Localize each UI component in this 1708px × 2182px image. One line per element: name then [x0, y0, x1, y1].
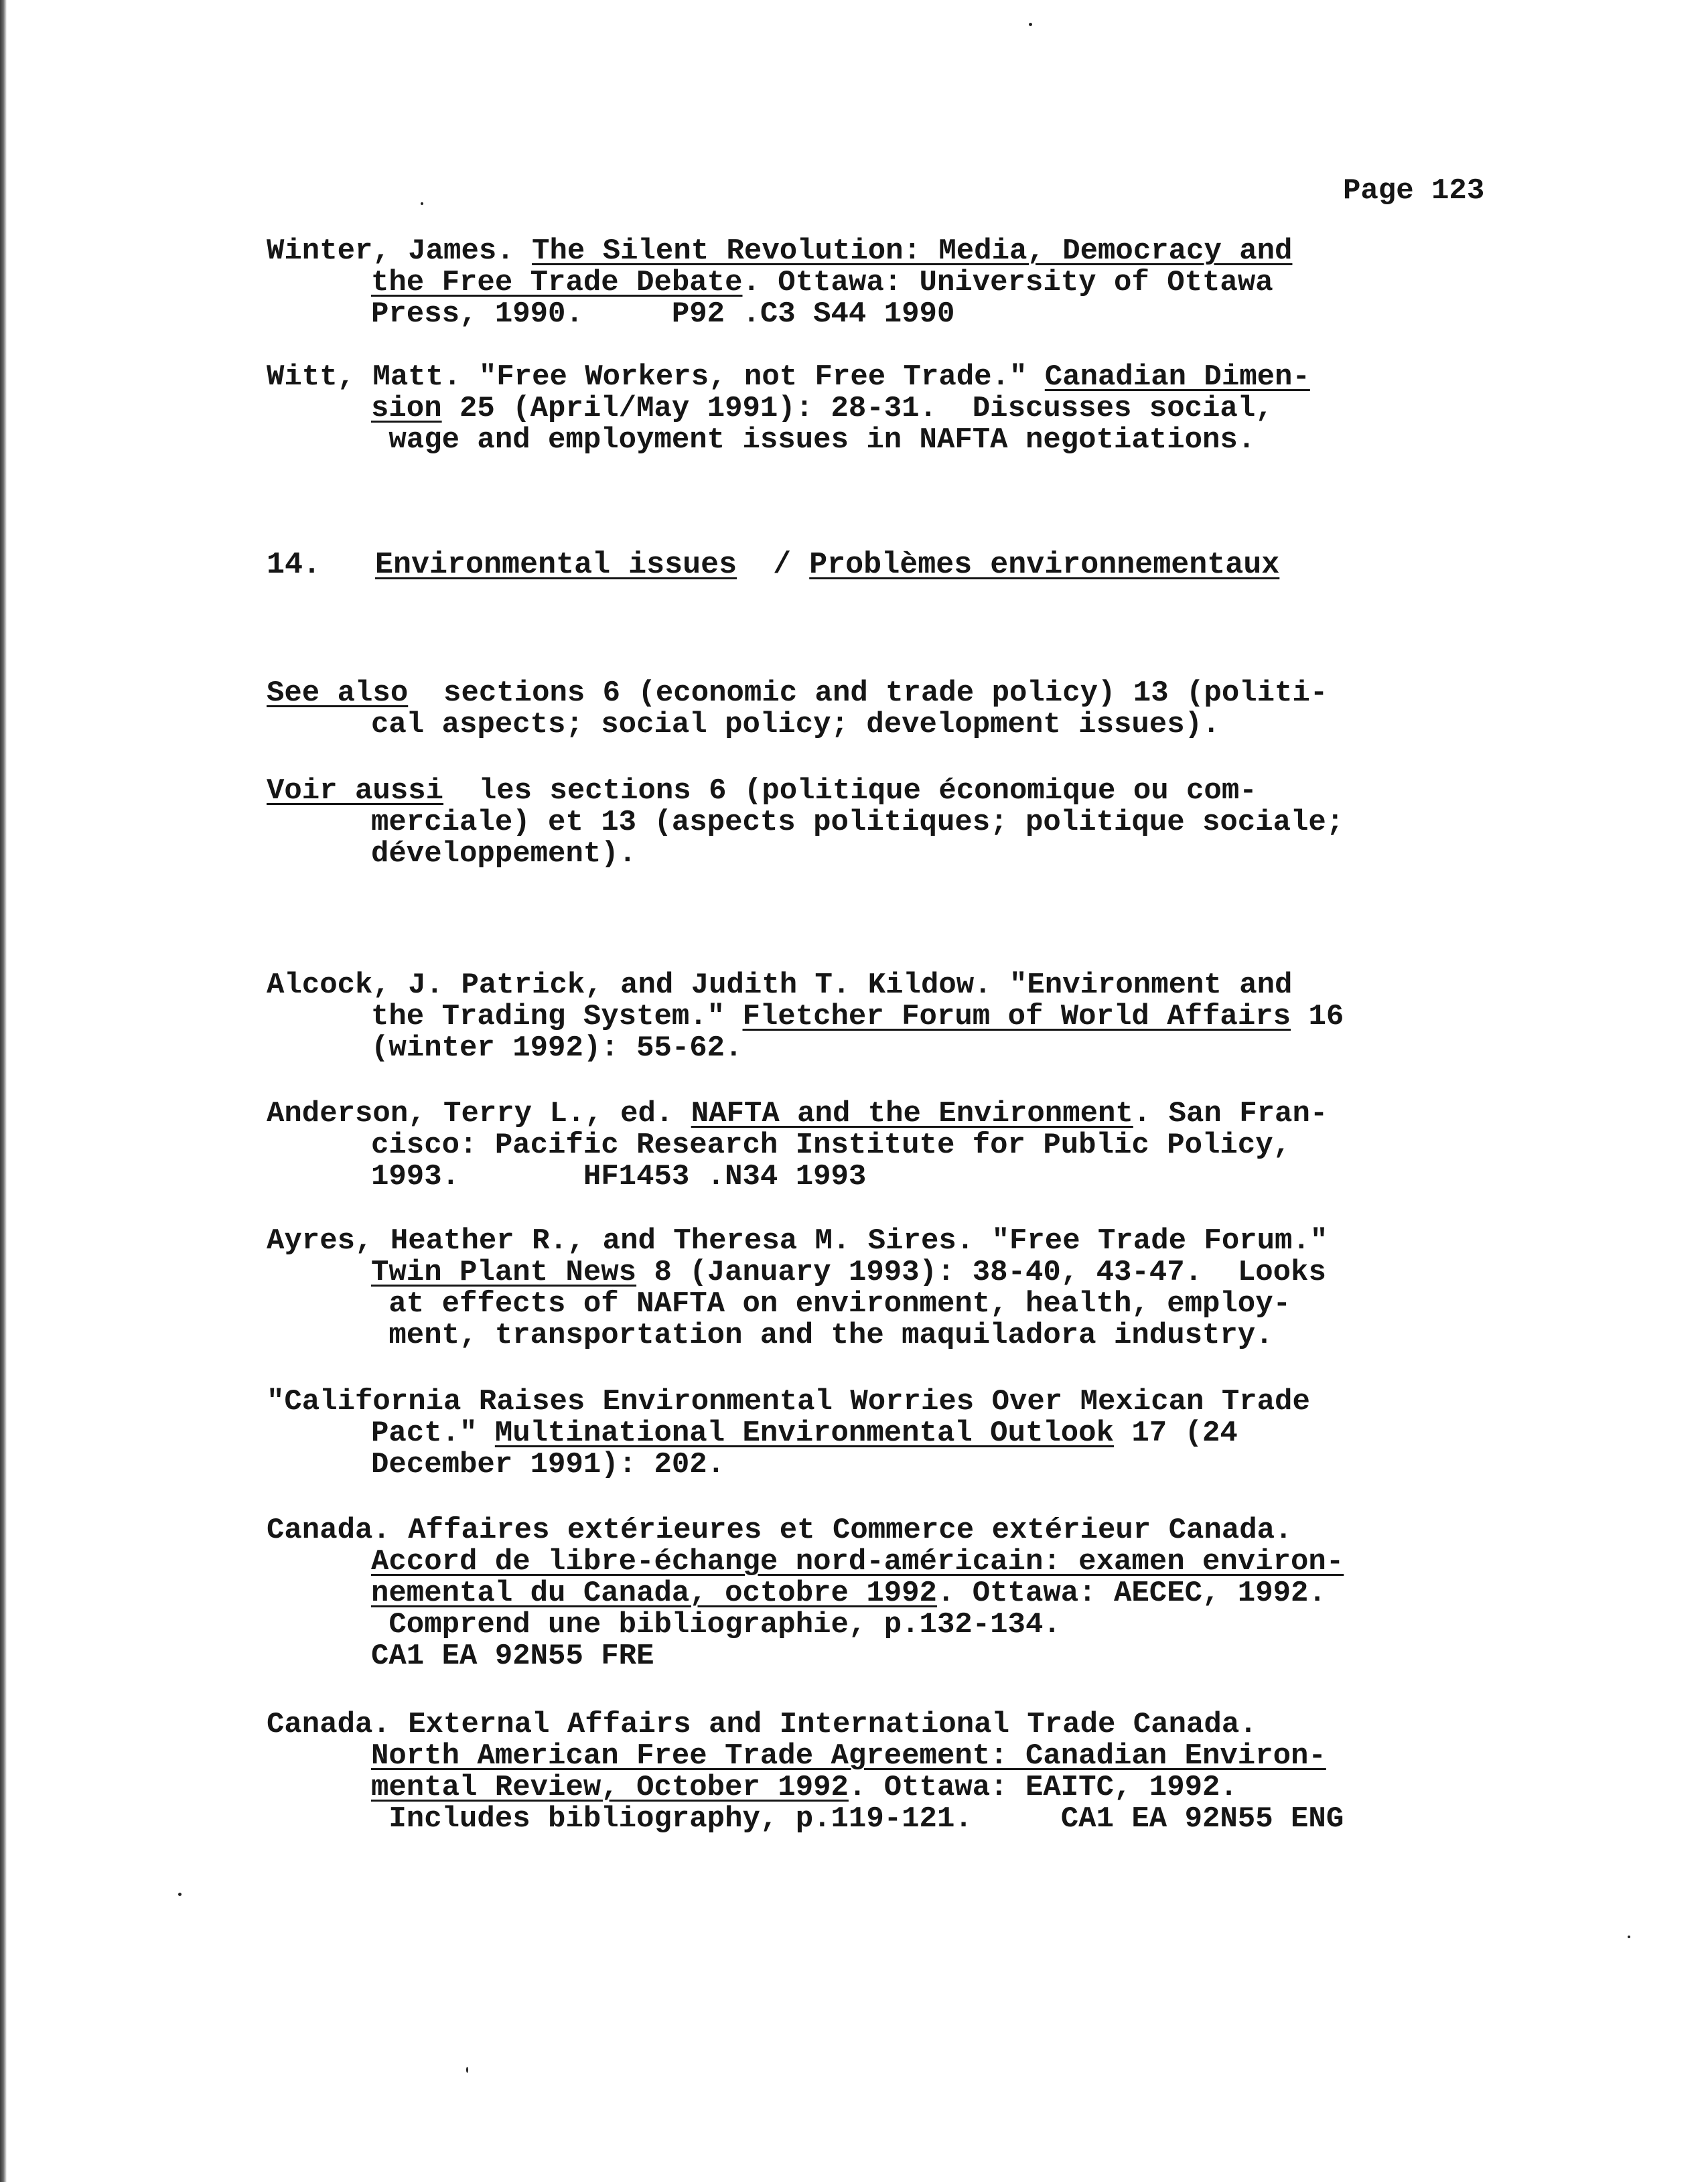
- entry-line: the Free Trade Debate. Ottawa: University of Ottawa: [371, 266, 1273, 299]
- scan-speck: [178, 1893, 182, 1896]
- entry-line: merciale) et 13 (aspects politiques; politique sociale;: [371, 806, 1344, 839]
- title-underlined: nemental du Canada, octobre 1992: [371, 1577, 937, 1610]
- entry-line: Voir aussi les sections 6 (politique économique ou com-: [267, 774, 1257, 808]
- entry-line: mental Review, October 1992. Ottawa: EAITC, 1992.: [371, 1771, 1238, 1804]
- entry-line: ment, transportation and the maquiladora industry.: [371, 1319, 1273, 1352]
- scan-speck: [1029, 23, 1032, 26]
- page-number: Page 123: [1343, 174, 1485, 208]
- entry-line: Includes bibliography, p.119-121. CA1 EA 92N55 ENG: [371, 1802, 1344, 1836]
- entry-line: Canada. Affaires extérieures et Commerce extérieur Canada.: [267, 1514, 1293, 1547]
- bibliography-entry-anderson: [267, 1098, 1512, 1193]
- entry-line: wage and employment issues in NAFTA negotiations.: [371, 423, 1256, 457]
- entry-line: Press, 1990. P92 .C3 S44 1990: [371, 297, 955, 331]
- title-underlined: Canadian Dimen-: [1044, 360, 1310, 394]
- title-underlined: The Silent Revolution: Media, Democracy and: [532, 234, 1293, 268]
- entry-line: [267, 1546, 1512, 1578]
- section-title-english: Environmental issues: [375, 548, 737, 582]
- title-underlined: North American Free Trade Agreement: Canadian Environ-: [371, 1739, 1326, 1773]
- bibliography-entry-witt: [267, 362, 1512, 456]
- section-heading: [267, 549, 1279, 581]
- entry-line: Alcock, J. Patrick, and Judith T. Kildow. "Environment and: [267, 968, 1293, 1002]
- entry-line: at effects of NAFTA on environment, health, employ-: [371, 1287, 1291, 1321]
- bibliography-entry-canada-fr: [267, 1515, 1512, 1672]
- bibliography-entry-alcock: [267, 970, 1512, 1064]
- bibliography-entry-ayres: [267, 1226, 1512, 1352]
- voir-aussi-label: Voir aussi: [267, 774, 444, 808]
- scan-speck: [466, 2067, 468, 2073]
- title-underlined: Twin Plant News: [371, 1256, 637, 1289]
- title-underlined: Fletcher Forum of World Affairs: [742, 1000, 1291, 1033]
- section-separator: /: [773, 548, 792, 582]
- entry-line: cisco: Pacific Research Institute for Public Policy,: [371, 1129, 1291, 1162]
- voir-aussi-note: [267, 776, 1512, 870]
- title-underlined: sion: [371, 392, 442, 425]
- entry-line: Canada. External Affairs and International Trade Canada.: [267, 1708, 1257, 1741]
- entry-line: December 1991): 202.: [371, 1448, 725, 1481]
- entry-line: nemental du Canada, octobre 1992. Ottawa: AECEC, 1992.: [371, 1577, 1326, 1610]
- scan-speck: [421, 202, 423, 205]
- scan-speck: [1628, 1936, 1630, 1938]
- entry-line: 1993. HF1453 .N34 1993: [371, 1160, 867, 1193]
- bibliography-entry-winter: [267, 236, 1512, 330]
- title-underlined: mental Review, October 1992: [371, 1771, 849, 1804]
- entry-line: Witt, Matt. "Free Workers, not Free Trade." Canadian Dimen-: [267, 360, 1310, 394]
- bibliography-entry-canada-en: [267, 1709, 1512, 1835]
- entry-line: Winter, James. The Silent Revolution: Media, Democracy and: [267, 234, 1293, 268]
- section-title-french: Problèmes environnementaux: [809, 548, 1280, 582]
- entry-line: See also sections 6 (economic and trade policy) 13 (politi-: [267, 676, 1328, 710]
- entry-line: Anderson, Terry L., ed. NAFTA and the Environment. San Fran-: [267, 1097, 1328, 1131]
- entry-line: Twin Plant News 8 (January 1993): 38-40, 43-47. Looks: [371, 1256, 1326, 1289]
- bibliography-entry-california: [267, 1386, 1512, 1481]
- see-also-label: See also: [267, 676, 409, 710]
- entry-line: Comprend une bibliographie, p.132-134.: [371, 1608, 1061, 1642]
- entry-line: cal aspects; social policy; development issues).: [371, 708, 1220, 741]
- entry-line: développement).: [371, 837, 637, 871]
- title-underlined: NAFTA and the Environment: [691, 1097, 1133, 1131]
- see-also-note: [267, 678, 1512, 741]
- title-underlined: Accord de libre-échange nord-américain: examen environ-: [371, 1545, 1344, 1579]
- entry-line: "California Raises Environmental Worries Over Mexican Trade: [267, 1385, 1310, 1419]
- section-number: 14.: [267, 548, 322, 582]
- entry-line: Pact." Multinational Environmental Outlook 17 (24: [371, 1416, 1238, 1450]
- title-underlined: the Free Trade Debate: [371, 266, 743, 299]
- entry-line: Ayres, Heather R., and Theresa M. Sires. "Free Trade Forum.": [267, 1224, 1328, 1258]
- entry-line: CA1 EA 92N55 FRE: [371, 1640, 654, 1673]
- entry-line: sion 25 (April/May 1991): 28-31. Discusses social,: [371, 392, 1273, 425]
- entry-line: (winter 1992): 55-62.: [371, 1031, 743, 1065]
- entry-line: [267, 1741, 1512, 1772]
- title-underlined: Multinational Environmental Outlook: [494, 1416, 1114, 1450]
- entry-line: the Trading System." Fletcher Forum of World Affairs 16: [371, 1000, 1344, 1033]
